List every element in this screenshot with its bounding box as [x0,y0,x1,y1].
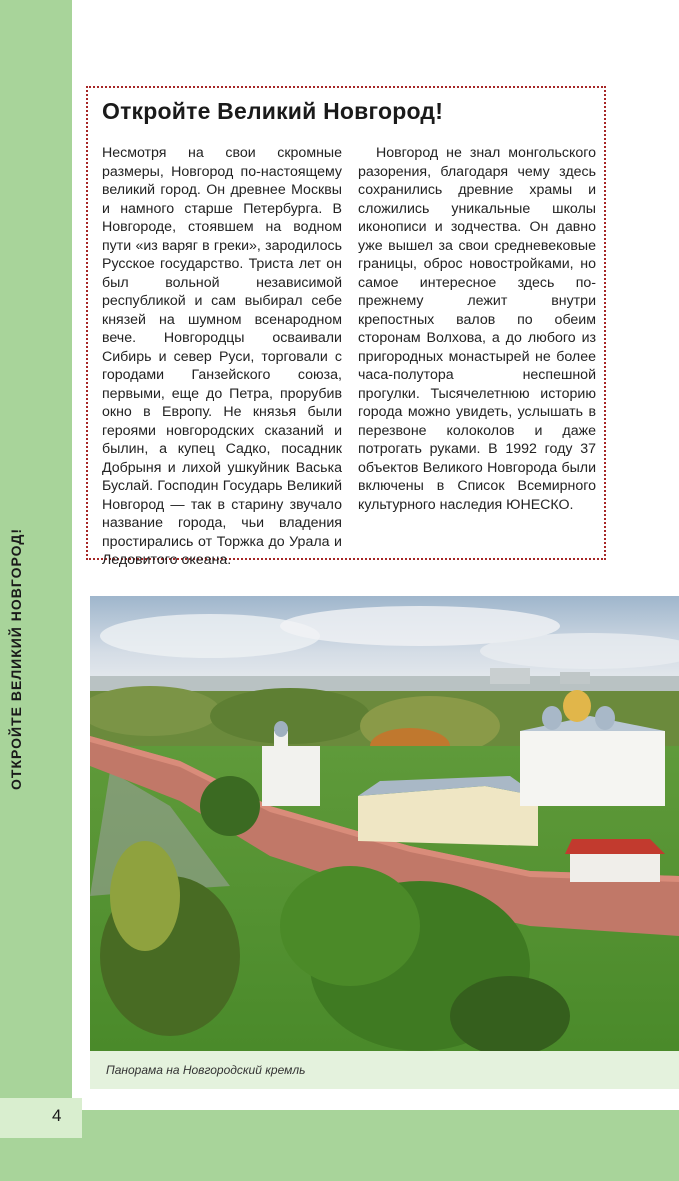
caption-bar [90,1051,679,1089]
belfry [262,746,320,806]
article-box [86,86,606,568]
st-sophia-cathedral [520,731,665,806]
page-number-box [0,1098,82,1138]
chambers-building [358,786,538,846]
article-column-2: Новгород не знал монгольского разорения, благодаря чему здесь сохранились древние храмы и сложились уникальные школы иконописи и зодчества. Он давно уже вышел за свои средневековые границы, оброс новостройками, но самое интересное здесь по-прежнему лежит внутри крепостных валов по обеим сторонам Волхова, а до любого из пригородных монастырей не более часа-полутора неспешной прогулки. Тысячелетнюю историю города можно увидеть, услышать в перезвоне колоколов и даже потрогать руками. В 1992 году 37 объектов Великого Новгорода были включены в Список Всемирного культурного наследия ЮНЕСКО. [358,145,596,513]
article-column-1: Несмотря на свои скромные размеры, Новгород по-настоящему великий город. Он древнее Москвы и намного старше Петербурга. В Новгороде, стоявшем на водном пути «из варяг в греки», зародилось Русское государство. Триста лет он был вольной независимой республикой и сам выбирал себе князей на шумном всенародном вече. Новгородцы осваивали Сибирь и север Руси, торговали с городами Ганзейского союза, первыми, еще до Петра, прорубив окно в Европу. Не князья были героями новгородских сказаний и былин, а купец Садко, посадник Добрыня и лихой ушкуйник Васька Буслай. Господин Государь Великий Новгород — так в старину звучало название города, чьи владения простирались от Торжка до Урала и Ледовитого океана. [102,145,342,568]
panorama-illustration [90,596,679,1051]
footer-bar [82,1110,679,1181]
running-header: ОТКРОЙТЕ ВЕЛИКИЙ НОВГОРОД! [8,527,24,790]
kremlin-panorama-photo [90,596,679,1051]
photo-caption: Панорама на Новгородский кремль [106,1063,306,1077]
article-title: Откройте Великий Новгород! [102,98,444,124]
page-number: 4 [52,1106,62,1125]
footer-corner [0,1138,82,1181]
